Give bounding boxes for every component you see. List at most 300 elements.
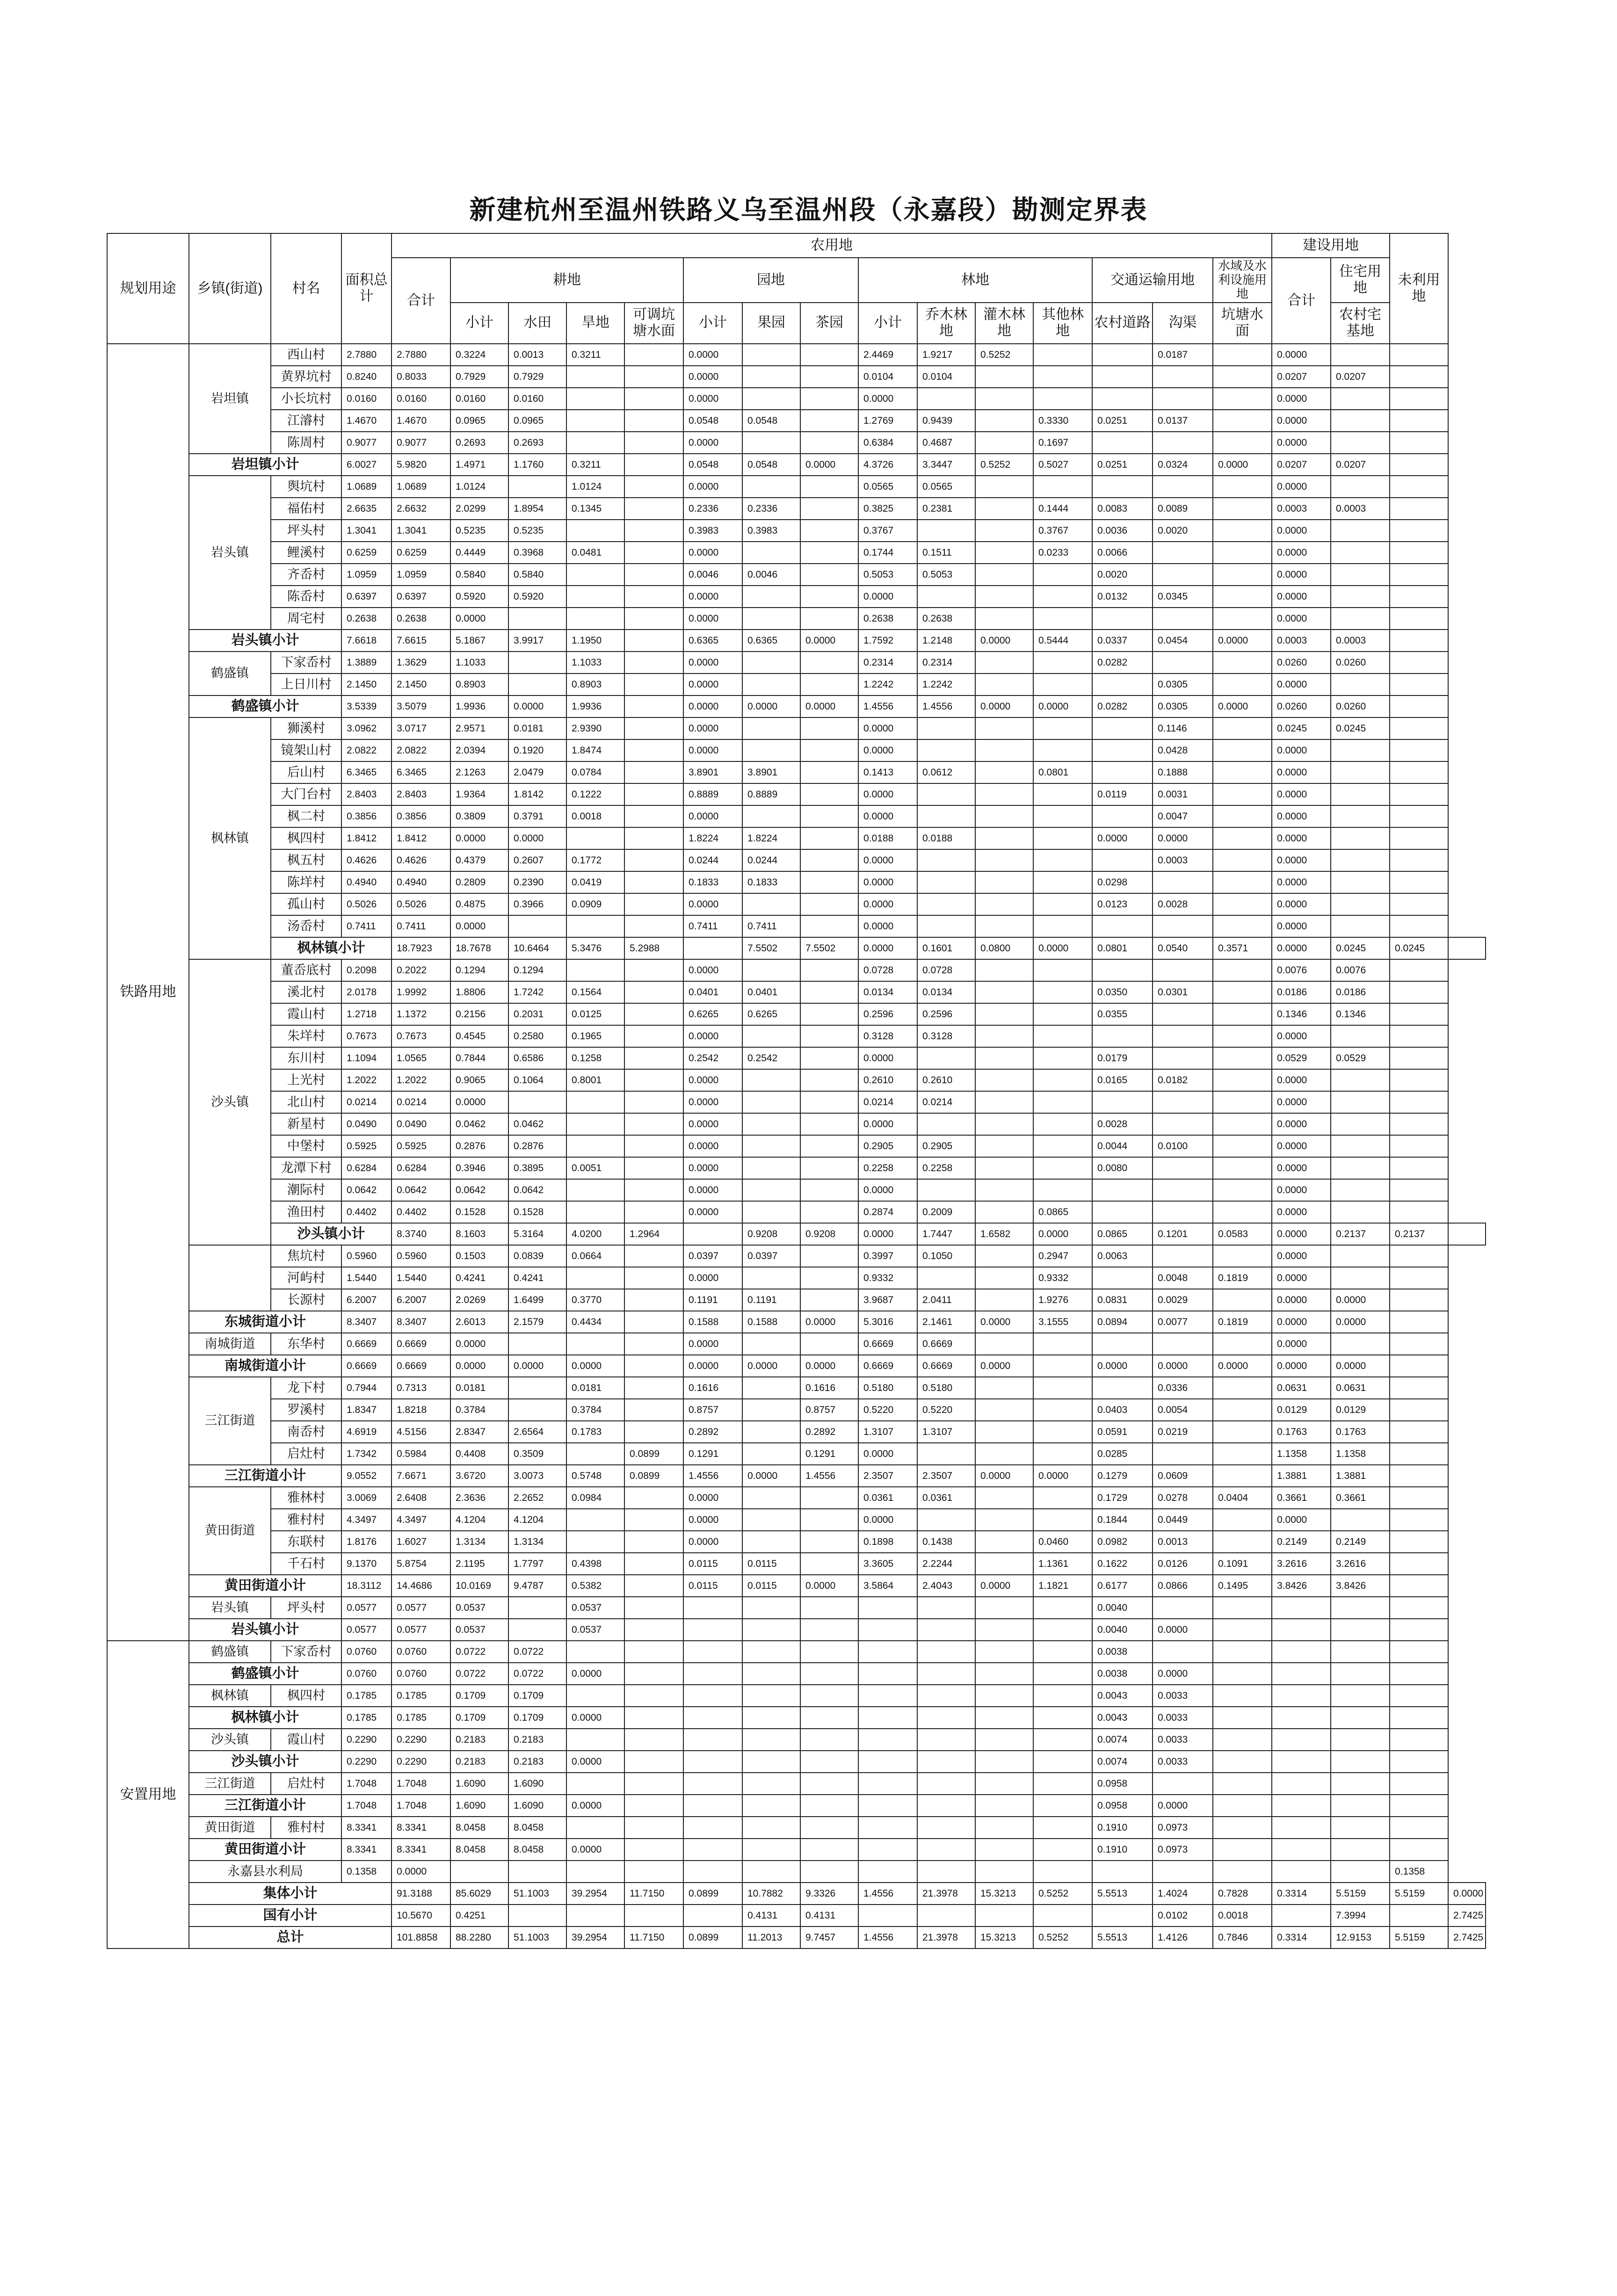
value-cell: [1033, 476, 1092, 498]
value-cell: 6.2007: [341, 1289, 392, 1311]
value-cell: 0.0080: [1092, 1157, 1153, 1179]
value-cell: [800, 564, 858, 586]
value-cell: [508, 608, 566, 630]
value-cell: [624, 432, 683, 454]
value-cell: [566, 1817, 624, 1839]
value-cell: [917, 1443, 975, 1465]
value-cell: [800, 871, 858, 893]
value-cell: [1390, 1333, 1448, 1355]
value-cell: [624, 1333, 683, 1355]
value-cell: 0.0000: [508, 827, 566, 849]
value-cell: [624, 1641, 683, 1663]
value-cell: [1390, 1707, 1448, 1729]
value-cell: 0.8757: [800, 1399, 858, 1421]
value-cell: 0.0207: [1272, 366, 1331, 388]
value-cell: [1331, 761, 1390, 783]
value-cell: [975, 1685, 1033, 1707]
value-cell: [975, 542, 1033, 564]
value-cell: [624, 586, 683, 608]
value-cell: [1331, 1201, 1390, 1223]
value-cell: 2.6408: [392, 1487, 450, 1509]
value-cell: 0.0186: [1331, 981, 1390, 1003]
value-cell: 0.0540: [1153, 937, 1213, 959]
value-cell: 0.9208: [742, 1223, 800, 1245]
value-cell: 0.0000: [1213, 695, 1272, 717]
value-cell: 0.4687: [917, 432, 975, 454]
value-cell: [742, 959, 800, 981]
value-cell: 0.6669: [858, 1333, 917, 1355]
value-cell: 0.2137: [1331, 1223, 1390, 1245]
table-row: [107, 652, 1486, 674]
value-cell: 1.1361: [1033, 1553, 1092, 1575]
value-cell: 0.3128: [858, 1025, 917, 1047]
value-cell: 2.0822: [341, 739, 392, 761]
value-cell: [624, 1685, 683, 1707]
value-cell: [624, 1531, 683, 1553]
value-cell: [1092, 717, 1153, 739]
value-cell: 0.0000: [450, 1355, 508, 1377]
value-cell: 0.1191: [742, 1289, 800, 1311]
value-cell: 0.0577: [392, 1597, 450, 1619]
value-cell: 0.0000: [975, 1355, 1033, 1377]
value-cell: 0.1697: [1033, 432, 1092, 454]
value-cell: [1092, 1025, 1153, 1047]
value-cell: 0.1064: [508, 1069, 566, 1091]
value-cell: 1.1372: [392, 1003, 450, 1025]
value-cell: 1.5440: [341, 1267, 392, 1289]
value-cell: 1.4670: [341, 410, 392, 432]
header-cons-total: 合计: [1272, 258, 1331, 344]
table-row: [107, 542, 1486, 564]
total-label: 国有小计: [189, 1905, 392, 1927]
value-cell: 0.1528: [508, 1201, 566, 1223]
value-cell: 0.3997: [858, 1245, 917, 1267]
value-cell: [1213, 1597, 1272, 1619]
value-cell: 0.2876: [450, 1135, 508, 1157]
value-cell: 0.0000: [1272, 542, 1331, 564]
value-cell: [742, 1509, 800, 1531]
value-cell: 0.0609: [1153, 1465, 1213, 1487]
value-cell: 2.0822: [392, 739, 450, 761]
value-cell: 0.0000: [1272, 1267, 1331, 1289]
value-cell: [1033, 1663, 1092, 1685]
value-cell: [800, 1619, 858, 1641]
value-cell: [858, 1597, 917, 1619]
value-cell: [917, 739, 975, 761]
value-cell: [1331, 1707, 1390, 1729]
value-cell: [800, 717, 858, 739]
value-cell: [683, 1619, 742, 1641]
value-cell: 0.0000: [1272, 1223, 1331, 1245]
subtotal-row: [107, 1355, 1486, 1377]
value-cell: [1213, 498, 1272, 520]
value-cell: [1390, 498, 1448, 520]
value-cell: [1390, 454, 1448, 476]
value-cell: [624, 1707, 683, 1729]
value-cell: [800, 1179, 858, 1201]
value-cell: [1092, 388, 1153, 410]
value-cell: 0.3767: [1033, 520, 1092, 542]
value-cell: [975, 1091, 1033, 1113]
value-cell: 2.1450: [341, 674, 392, 695]
value-cell: [1092, 1091, 1153, 1113]
table-row: [107, 1597, 1486, 1619]
value-cell: [975, 410, 1033, 432]
value-cell: 0.0642: [392, 1179, 450, 1201]
value-cell: 1.5440: [392, 1267, 450, 1289]
value-cell: [800, 498, 858, 520]
village-cell: 东华村: [271, 1333, 341, 1355]
value-cell: [975, 1729, 1033, 1751]
value-cell: 0.1191: [683, 1289, 742, 1311]
value-cell: 0.0664: [566, 1245, 624, 1267]
table-row: [107, 1135, 1486, 1157]
value-cell: [1092, 915, 1153, 937]
value-cell: 8.3341: [392, 1839, 450, 1861]
value-cell: [624, 761, 683, 783]
value-cell: 0.0123: [1092, 893, 1153, 915]
value-cell: [624, 1091, 683, 1113]
value-cell: [1153, 388, 1213, 410]
value-cell: 0.0047: [1153, 805, 1213, 827]
value-cell: [566, 564, 624, 586]
value-cell: 0.0305: [1153, 695, 1213, 717]
table-row: [107, 388, 1486, 410]
value-cell: [975, 564, 1033, 586]
value-cell: [975, 959, 1033, 981]
value-cell: [1331, 1597, 1390, 1619]
value-cell: 0.0033: [1153, 1729, 1213, 1751]
value-cell: [624, 1311, 683, 1333]
value-cell: 2.7880: [341, 344, 392, 366]
value-cell: 1.7048: [392, 1773, 450, 1795]
value-cell: 0.0401: [683, 981, 742, 1003]
village-cell: 罗溪村: [271, 1399, 341, 1421]
value-cell: [742, 1839, 800, 1861]
value-cell: [1092, 366, 1153, 388]
value-cell: 1.9936: [566, 695, 624, 717]
value-cell: 0.0000: [1272, 1135, 1331, 1157]
value-cell: 0.2314: [917, 652, 975, 674]
value-cell: [624, 344, 683, 366]
value-cell: [1033, 1333, 1092, 1355]
value-cell: [1390, 520, 1448, 542]
value-cell: 2.0411: [917, 1289, 975, 1311]
value-cell: [800, 1245, 858, 1267]
value-cell: 0.1709: [508, 1707, 566, 1729]
value-cell: [742, 1069, 800, 1091]
value-cell: 0.2022: [392, 959, 450, 981]
value-cell: 2.7880: [392, 344, 450, 366]
value-cell: [1331, 388, 1390, 410]
value-cell: [566, 410, 624, 432]
value-cell: [1033, 652, 1092, 674]
plan-use-cell: 安置用地: [107, 1641, 189, 1948]
value-cell: 3.5339: [341, 695, 392, 717]
value-cell: 0.5925: [341, 1135, 392, 1157]
value-cell: [800, 981, 858, 1003]
value-cell: [624, 1839, 683, 1861]
value-cell: [1390, 827, 1448, 849]
value-cell: [1213, 388, 1272, 410]
value-cell: [1272, 1663, 1331, 1685]
value-cell: [683, 937, 742, 959]
value-cell: [508, 1597, 566, 1619]
table-row: [107, 366, 1486, 388]
value-cell: 2.0479: [508, 761, 566, 783]
value-cell: [624, 1795, 683, 1817]
village-cell: 大门台村: [271, 783, 341, 805]
village-cell: 孤山村: [271, 893, 341, 915]
value-cell: [1213, 1421, 1272, 1443]
value-cell: [800, 1773, 858, 1795]
value-cell: 0.0000: [858, 739, 917, 761]
value-cell: [975, 1509, 1033, 1531]
value-cell: [1331, 1179, 1390, 1201]
value-cell: 0.0000: [566, 1707, 624, 1729]
value-cell: 0.1345: [566, 498, 624, 520]
value-cell: [975, 1641, 1033, 1663]
value-cell: 0.5053: [858, 564, 917, 586]
table-row: [107, 915, 1486, 937]
value-cell: 0.2892: [800, 1421, 858, 1443]
value-cell: 0.2183: [450, 1751, 508, 1773]
value-cell: 0.0000: [508, 1355, 566, 1377]
value-cell: 0.2314: [858, 652, 917, 674]
value-cell: 1.6582: [975, 1223, 1033, 1245]
value-cell: [742, 586, 800, 608]
value-cell: 0.4545: [450, 1025, 508, 1047]
value-cell: 7.6615: [392, 630, 450, 652]
value-cell: [742, 608, 800, 630]
value-cell: [975, 1531, 1033, 1553]
value-cell: 0.0000: [683, 344, 742, 366]
value-cell: 0.1763: [1331, 1421, 1390, 1443]
value-cell: [508, 1377, 566, 1399]
table-row: [107, 739, 1486, 761]
village-cell: 上日川村: [271, 674, 341, 695]
value-cell: 0.0137: [1153, 410, 1213, 432]
value-cell: [1033, 1091, 1092, 1113]
value-cell: 0.0301: [1153, 981, 1213, 1003]
value-cell: [975, 1443, 1033, 1465]
value-cell: 0.0000: [450, 915, 508, 937]
value-cell: 0.4398: [566, 1553, 624, 1575]
value-cell: 0.0000: [683, 739, 742, 761]
value-cell: 0.0160: [508, 388, 566, 410]
value-cell: 18.7678: [450, 937, 508, 959]
village-cell: 江濬村: [271, 410, 341, 432]
value-cell: 0.2905: [858, 1135, 917, 1157]
value-cell: 0.6669: [341, 1355, 392, 1377]
value-cell: 0.0000: [683, 805, 742, 827]
table-row: [107, 410, 1486, 432]
value-cell: [508, 1861, 566, 1883]
value-cell: [1213, 1399, 1272, 1421]
value-cell: 10.0169: [450, 1575, 508, 1597]
value-cell: 0.0031: [1153, 783, 1213, 805]
town-cell: 鹤盛镇: [189, 652, 271, 695]
value-cell: [624, 1377, 683, 1399]
value-cell: [1153, 366, 1213, 388]
value-cell: [683, 1597, 742, 1619]
value-cell: [1331, 871, 1390, 893]
value-cell: [742, 1729, 800, 1751]
value-cell: 0.0000: [1272, 739, 1331, 761]
value-cell: 2.9571: [450, 717, 508, 739]
value-cell: 5.5159: [1390, 1927, 1448, 1948]
value-cell: 0.2149: [1272, 1531, 1331, 1553]
value-cell: [624, 454, 683, 476]
value-cell: [1213, 1531, 1272, 1553]
value-cell: [858, 1795, 917, 1817]
value-cell: 0.0000: [450, 608, 508, 630]
value-cell: [508, 1091, 566, 1113]
village-cell: 雅林村: [271, 1487, 341, 1509]
village-cell: 枫四村: [271, 827, 341, 849]
value-cell: 11.2013: [742, 1927, 800, 1948]
value-cell: [624, 564, 683, 586]
value-cell: [1331, 674, 1390, 695]
value-cell: [1092, 432, 1153, 454]
value-cell: 1.4971: [450, 454, 508, 476]
value-cell: [1153, 542, 1213, 564]
value-cell: [858, 1729, 917, 1751]
value-cell: [1390, 1905, 1448, 1927]
value-cell: 0.0003: [1272, 630, 1331, 652]
value-cell: [1033, 608, 1092, 630]
value-cell: 0.1294: [450, 959, 508, 981]
value-cell: 2.2652: [508, 1487, 566, 1509]
value-cell: 1.7048: [341, 1773, 392, 1795]
value-cell: [1331, 1157, 1390, 1179]
value-cell: [742, 1531, 800, 1553]
value-cell: 1.6090: [450, 1795, 508, 1817]
value-cell: [1390, 1685, 1448, 1707]
value-cell: [975, 1113, 1033, 1135]
value-cell: 0.0784: [566, 761, 624, 783]
table-row: [107, 805, 1486, 827]
value-cell: [1331, 1729, 1390, 1751]
value-cell: [624, 1905, 683, 1927]
value-cell: [1153, 959, 1213, 981]
value-cell: 0.0000: [566, 1839, 624, 1861]
value-cell: [975, 827, 1033, 849]
value-cell: [742, 674, 800, 695]
value-cell: 0.0000: [1272, 1157, 1331, 1179]
table-row: [107, 1069, 1486, 1091]
value-cell: 0.0537: [566, 1597, 624, 1619]
village-cell: 启灶村: [271, 1773, 341, 1795]
village-cell: 东联村: [271, 1531, 341, 1553]
value-cell: [742, 388, 800, 410]
value-cell: [975, 1399, 1033, 1421]
value-cell: [975, 1553, 1033, 1575]
value-cell: 51.1003: [508, 1883, 566, 1905]
value-cell: [1213, 1751, 1272, 1773]
value-cell: 0.0028: [1153, 893, 1213, 915]
value-cell: [566, 586, 624, 608]
value-cell: 1.2022: [392, 1069, 450, 1091]
value-cell: 1.4024: [1153, 1883, 1213, 1905]
value-cell: 0.1601: [917, 937, 975, 959]
value-cell: [1331, 1751, 1390, 1773]
value-cell: [742, 1421, 800, 1443]
value-cell: 0.0186: [1272, 981, 1331, 1003]
value-cell: 0.5220: [917, 1399, 975, 1421]
value-cell: 0.0181: [508, 717, 566, 739]
value-cell: 0.0134: [858, 981, 917, 1003]
value-cell: 0.0036: [1092, 520, 1153, 542]
value-cell: [1272, 1795, 1331, 1817]
value-cell: 0.0000: [1153, 1795, 1213, 1817]
value-cell: 1.1358: [1272, 1443, 1331, 1465]
value-cell: 0.0000: [683, 1025, 742, 1047]
value-cell: 0.0000: [1272, 871, 1331, 893]
value-cell: [1033, 1421, 1092, 1443]
village-cell: 枫四村: [271, 1685, 341, 1707]
value-cell: 0.0129: [1331, 1399, 1390, 1421]
value-cell: [1331, 344, 1390, 366]
value-cell: [1033, 1751, 1092, 1773]
value-cell: 1.9992: [392, 981, 450, 1003]
value-cell: 0.0336: [1153, 1377, 1213, 1399]
value-cell: [624, 476, 683, 498]
value-cell: [1272, 1839, 1331, 1861]
village-cell: 霞山村: [271, 1729, 341, 1751]
value-cell: [683, 1707, 742, 1729]
value-cell: [508, 1399, 566, 1421]
value-cell: 11.7150: [624, 1927, 683, 1948]
value-cell: [1033, 893, 1092, 915]
value-cell: [624, 827, 683, 849]
value-cell: 0.0000: [975, 630, 1033, 652]
value-cell: 0.0000: [683, 1509, 742, 1531]
value-cell: 0.0074: [1092, 1751, 1153, 1773]
value-cell: 0.0000: [683, 1333, 742, 1355]
value-cell: 2.3507: [858, 1465, 917, 1487]
value-cell: 0.0577: [341, 1619, 392, 1641]
value-cell: 0.0000: [683, 1157, 742, 1179]
value-cell: 0.9439: [917, 410, 975, 432]
value-cell: 0.0160: [450, 388, 508, 410]
value-cell: [683, 1861, 742, 1883]
value-cell: 5.9820: [392, 454, 450, 476]
value-cell: [1153, 1157, 1213, 1179]
value-cell: 0.0000: [858, 915, 917, 937]
value-cell: 0.0000: [858, 937, 917, 959]
value-cell: [566, 827, 624, 849]
value-cell: 0.0000: [683, 652, 742, 674]
value-cell: [975, 739, 1033, 761]
value-cell: 0.4379: [450, 849, 508, 871]
value-cell: 0.2542: [742, 1047, 800, 1069]
value-cell: [624, 498, 683, 520]
value-cell: [1153, 1641, 1213, 1663]
value-cell: 0.0583: [1213, 1223, 1272, 1245]
value-cell: 2.2244: [917, 1553, 975, 1575]
value-cell: [1390, 410, 1448, 432]
value-cell: 0.0958: [1092, 1773, 1153, 1795]
value-cell: 0.1050: [917, 1245, 975, 1267]
value-cell: 18.7923: [392, 937, 450, 959]
value-cell: [1331, 1091, 1390, 1113]
value-cell: 8.0458: [450, 1839, 508, 1861]
value-cell: 0.0548: [742, 410, 800, 432]
value-cell: 0.4251: [450, 1905, 508, 1927]
value-cell: [800, 432, 858, 454]
value-cell: [1331, 1663, 1390, 1685]
